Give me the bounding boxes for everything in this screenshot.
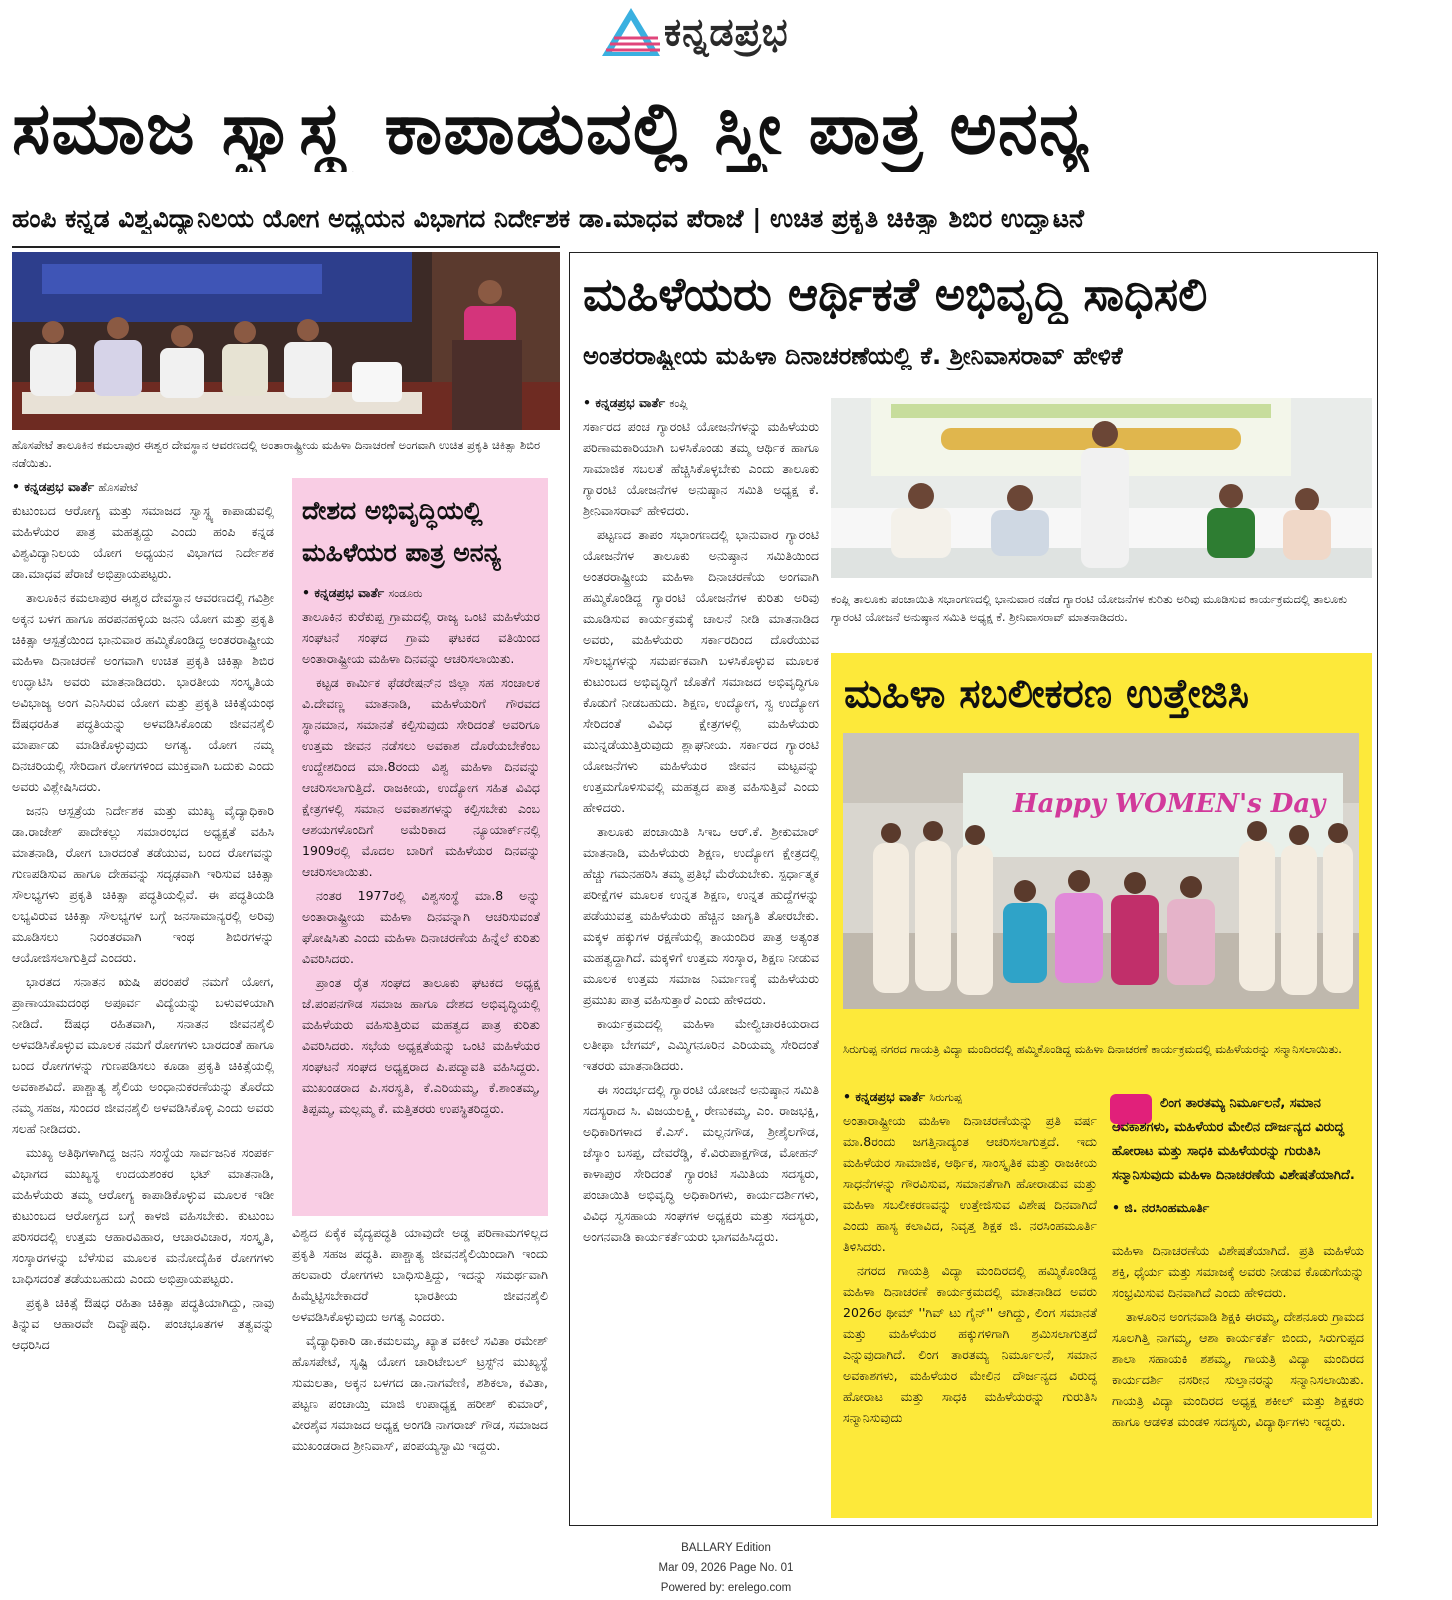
yellow-right-column (1112, 1240, 1364, 1514)
byline-name: • ಕನ್ನಡಪ್ರಭ ವಾರ್ತೆ (12, 479, 95, 494)
yellow-story-photo (843, 733, 1359, 1009)
story-paragraph: ವಿಶ್ವದ ಏಕೈಕ ವೈದ್ಯಪದ್ಧತಿ ಯಾವುದೇ ಅಡ್ಡ ಪರಿಣಾಮಗಳಿಲ್ಲದ ಪ್ರಕೃತಿ ಸಹಜ ಪದ್ಧತಿ. ಪಾಶ್ಚಾತ್ಯ ಜೀವನಶೈಲಿಯಿಂದಾಗಿ ಇಂದು ಹಲವಾರು ರೋಗಗಳು ಬಾಧಿಸುತ್ತಿದ್ದು, ಇದನ್ನು ಸಮರ್ಥವಾಗಿ ಹಿಮ್ಮೆಟ್ಟಿಸಬೇಕಾದರೆ ಭಾರತೀಯ ಜೀವನಶೈಲಿ ಅಳವಡಿಸಿಕೊಳ್ಳುವುದು ಅಗತ್ಯ ಎಂದರು. (292, 1225, 548, 1324)
newspaper-logo-icon (600, 6, 662, 58)
frame-byline (583, 392, 819, 414)
story-paragraph: ಜನನಿ ಆಸ್ಪತ್ರೆಯ ನಿರ್ದೇಶಕ ಮತ್ತು ಮುಖ್ಯ ವೈದ್ಯಾಧಿಕಾರಿ ಡಾ.ರಾಜೇಶ್ ಪಾದೇಕಲ್ಲು ಸಮಾರಂಭದ ಅಧ್ಯಕ್ಷತೆ ವಹಿಸಿ ಮಾತನಾಡಿ, ರೋಗ ಬಾರದಂತೆ ತಡೆಯುವ, ಬಂದ ರೋಗವನ್ನು ಗುಣಪಡಿಸುವ ಹಾಗೂ ದೇಹವನ್ನು ಸದೃಢವಾಗಿ ಇರಿಸುವ ಚಿಕಿತ್ಸಾ ಸೌಲಭ್ಯಗಳು ಪ್ರಕೃತಿ ಚಿಕಿತ್ಸಾ ಪದ್ಧತಿಯಲ್ಲಿವೆ. ಈ ಪದ್ಧತಿಯಡಿ ಲಭ್ಯವಿರುವ ಚಿಕಿತ್ಸಾ ಸೌಲಭ್ಯಗಳ ಬಗ್ಗೆ ಜನಸಾಮಾನ್ಯರಲ್ಲಿ ಅರಿವು ಮೂಡಿಸಲು ನಿರಂತರವಾಗಿ ಇಂಥ ಶಿಬಿರಗಳನ್ನು ಆಯೋಜಿಸಲಾಗುತ್ತಿದೆ ಎಂದರು. (12, 803, 274, 965)
divider (12, 246, 560, 248)
byline-name: • ಕನ್ನಡಪ್ರಭ ವಾರ್ತೆ (843, 1089, 926, 1104)
main-story-photo (12, 252, 560, 430)
main-photo-caption: ಹೊಸಪೇಟೆ ತಾಲೂಕಿನ ಕಮಲಾಪುರ ಈಶ್ವರ ದೇವಸ್ಥಾನ ಆವರಣದಲ್ಲಿ ಅಂತಾರಾಷ್ಟ್ರೀಯ ಮಹಿಳಾ ದಿನಾಚರಣೆ ಅಂಗವಾಗಿ ಉಚಿತ ಪ್ರಕೃತಿ ಚಿಕಿತ್ಸಾ ಶಿಬಿರ ನಡೆಯಿತು. (12, 438, 541, 470)
main-story-continuation (292, 1222, 548, 1528)
byline-name: • ಕನ್ನಡಪ್ರಭ ವಾರ್ತೆ (583, 395, 666, 410)
byline-place: ಕಂಪ್ಲಿ (669, 397, 688, 410)
pull-quote-author: • ಜಿ. ನರಸಿಂಹಮೂರ್ತಿ (1112, 1200, 1210, 1215)
story-paragraph: ನಗರದ ಗಾಯತ್ರಿ ವಿದ್ಯಾ ಮಂದಿರದಲ್ಲಿ ಹಮ್ಮಿಕೊಂಡಿದ್ದ ಮಹಿಳಾ ದಿನಾಚರಣೆ ಕಾರ್ಯಕ್ರಮದಲ್ಲಿ ಮಾತನಾಡಿದ ಅವರು 2026ರ ಥೀಮ್ ''ಗಿವ್ ಟು ಗೈನ್'' ಆಗಿದ್ದು, ಲಿಂಗ ಸಮಾನತೆ ಮತ್ತು ಮಹಿಳೆಯರ ಹಕ್ಕುಗಳಿಗಾಗಿ ಶ್ರಮಿಸಲಾಗುತ್ತದೆ ಎನ್ನುವುದಾಗಿದೆ. ಲಿಂಗ ತಾರತಮ್ಯ ನಿರ್ಮೂಲನೆ, ಸಮಾನ ಅವಕಾಶಗಳು, ಮಹಿಳೆಯರ ಮೇಲಿನ ದೌರ್ಜನ್ಯದ ವಿರುದ್ಧ ಹೋರಾಟ ಮತ್ತು ಸಾಧಕಿ ಮಹಿಳೆಯರನ್ನು ಗುರುತಿಸಿ ಸನ್ಮಾನಿಸುವುದು (843, 1263, 1097, 1425)
byline-place: ಸಿರುಗುಪ್ಪ (929, 1091, 962, 1104)
masthead (0, 0, 1452, 66)
story-paragraph: ಕಾರ್ಯಕ್ರಮದಲ್ಲಿ ಮಹಿಳಾ ಮೇಲ್ವಿಚಾರಕಿಯರಾದ ಲತೀಫಾ ಬೇಗಮ್, ಎಮ್ಮಿಗನೂರಿನ ಎರಿಯಮ್ಮ ಸೇರಿದಂತೆ ಇತರರು ಮಾತನಾಡಿದರು. (583, 1016, 819, 1073)
main-subhead: ಹಂಪಿ ಕನ್ನಡ ವಿಶ್ವವಿದ್ಯಾನಿಲಯ ಯೋಗ ಅಧ್ಯಯನ ವಿಭಾಗದ ನಿರ್ದೇಶಕ ಡಾ.ಮಾಧವ ಪೆರಾಜೆ | ಉಚಿತ ಪ್ರಕೃತಿ ಚಿಕಿತ್ಸಾ ಶಿಬಿರ ಉದ್ಘಾಟನೆ (12, 204, 1084, 233)
newspaper-title: ಕನ್ನಡಪ್ರಭ (664, 10, 789, 54)
byline-place: ಸಂಡೂರು (388, 587, 423, 600)
pink-byline (302, 582, 540, 604)
powered-by-label: Powered by: erelego.com (660, 1582, 792, 1594)
story-paragraph: ಮುಖ್ಯ ಅತಿಥಿಗಳಾಗಿದ್ದ ಜನನಿ ಸಂಸ್ಥೆಯ ಸಾರ್ವಜನಿಕ ಸಂಪರ್ಕ ವಿಭಾಗದ ಮುಖ್ಯಸ್ಥ ಉದಯಶಂಕರ ಭಟ್ ಮಾತನಾಡಿ, ಮಹಿಳೆಯರು ತಮ್ಮ ಆರೋಗ್ಯ ಕಾಪಾಡಿಕೊಳ್ಳುವ ಮೂಲಕ ಇಡೀ ಕುಟುಂಬದ ಆರೋಗ್ಯದ ಬಗ್ಗೆ ಕಾಳಜಿ ವಹಿಸಬೇಕು. ಕುಟುಂಬ ಪರಿಸರದಲ್ಲಿ ಉತ್ತಮ ಆಹಾರವಿಹಾರ, ಆಚಾರವಿಚಾರ, ಸಂಸ್ಕೃತಿ, ಸಂಸ್ಕಾರಗಳನ್ನು ಬೆಳೆಸುವ ಮೂಲಕ ಮನೋದೈಹಿಕ ರೋಗಗಳು ಬಾಧಿಸದಂತೆ ತಡೆಯಬಹುದು ಎಂದು ಅಭಿಪ್ರಾಯಪಟ್ಟರು. (12, 1145, 274, 1286)
womens-day-banner: Happy WOMEN's Day (1013, 789, 1326, 819)
story-paragraph: ಪಟ್ಟಣದ ತಾಪಂ ಸಭಾಂಗಣದಲ್ಲಿ ಭಾನುವಾರ ಗ್ಯಾರಂಟಿ ಯೋಜನೆಗಳ ತಾಲೂಕು ಅನುಷ್ಠಾನ ಸಮಿತಿಯಿಂದ ಅಂತರರಾಷ್ಟ್ರೀಯ ಮಹಿಳಾ ದಿನಾಚರಣೆಯ ಅಂಗವಾಗಿ ಹಮ್ಮಿಕೊಂಡಿದ್ದ ಗ್ಯಾರಂಟಿ ಯೋಜನೆಗಳ ಕುರಿತು ಅರಿವು ಮೂಡಿಸುವ ಕಾರ್ಯಕ್ರಮಕ್ಕೆ ಚಾಲನೆ ನೀಡಿ ಮಾತನಾಡಿದ ಅವರು, ಮಹಿಳೆಯರು ಸರ್ಕಾರದಿಂದ ದೊರೆಯುವ ಸೌಲಭ್ಯಗಳನ್ನು ಸಮರ್ಪಕವಾಗಿ ಬಳಸಿಕೊಳ್ಳುವ ಮೂಲಕ ಕುಟುಂಬದ ಅಭಿವೃದ್ಧಿಗೆ ಜೊತೆಗೆ ಸಮಾಜದ ಅಭಿವೃದ್ಧಿಗೂ ಕೊಡುಗೆ ನೀಡಬಹುದು. ಶಿಕ್ಷಣ, ಉದ್ಯೋಗ, ಸ್ವ ಉದ್ಯೋಗ ಸೇರಿದಂತೆ ವಿವಿಧ ಕ್ಷೇತ್ರಗಳಲ್ಲಿ ಮಹಿಳೆಯರು ಮುನ್ನಡೆಯುತ್ತಿರುವುದು ಶ್ಲಾಘನೀಯ. ಸರ್ಕಾರದ ಗ್ಯಾರಂಟಿ ಯೋಜನೆಗಳು ಮಹಿಳೆಯರ ಜೀವನ ಮಟ್ಟವನ್ನು ಉತ್ತಮಗೊಳಿಸುವಲ್ಲಿ ಮಹತ್ವದ ಪಾತ್ರ ವಹಿಸುತ್ತಿವೆ ಎಂದು ಹೇಳಿದರು. (583, 527, 819, 815)
date-page-label: Mar 09, 2026 Page No. 01 (658, 1562, 794, 1574)
pink-story-headline: ದೇಶದ ಅಭಿವೃದ್ಧಿಯಲ್ಲಿ ಮಹಿಳೆಯರ ಪಾತ್ರ ಅನನ್ಯ (302, 496, 502, 567)
main-story-column (12, 476, 274, 1530)
story-paragraph: ಕಟ್ಟಡ ಕಾರ್ಮಿಕ ಫೆಡರೇಷನ್‌ನ ಜಿಲ್ಲಾ ಸಹ ಸಂಚಾಲಕ ವಿ.ದೇವಣ್ಣ ಮಾತನಾಡಿ, ಮಹಿಳೆಯರಿಗೆ ಗೌರವದ ಸ್ಥಾನಮಾನ, ಸಮಾನತೆ ಕಲ್ಪಿಸುವುದು ಸೇರಿದಂತೆ ಅವರಿಗೂ ಉತ್ತಮ ಜೀವನ ನಡೆಸಲು ಅವಕಾಶ ದೊರೆಯಬೇಕೆಂಬ ಉದ್ದೇಶದಿಂದ ಮಾ.8ರಂದು ವಿಶ್ವ ಮಹಿಳಾ ದಿನವನ್ನು ಆಚರಿಸಲಾಗುತ್ತಿದೆ. ರಾಜಕೀಯ, ಉದ್ಯೋಗ ಸಹಿತ ವಿವಿಧ ಕ್ಷೇತ್ರಗಳಲ್ಲಿ ಸಮಾನ ಅವಕಾಶಗಳನ್ನು ಕಲ್ಪಿಸಬೇಕು ಎಂಬ ಆಶಯಗಳೊಂದಿಗೆ ಅಮೆರಿಕಾದ ನ್ಯೂಯಾರ್ಕ್‌ನಲ್ಲಿ 1909ರಲ್ಲಿ ಮೊದಲ ಬಾರಿಗೆ ಮಹಿಳೆಯರ ದಿನವನ್ನು ಆಚರಿಸಲಾಯಿತು. (302, 675, 540, 879)
yellow-byline (843, 1086, 1097, 1108)
story-paragraph: ತಾಳೂರಿನ ಅಂಗನವಾಡಿ ಶಿಕ್ಷಕಿ ಈರಮ್ಮ, ದೇಶನೂರು ಗ್ರಾಮದ ಸೂಲಗಿತ್ತಿ ನಾಗಮ್ಮ, ಆಶಾ ಕಾರ್ಯಕರ್ತೆ ಬಿಂದು, ಸಿರುಗುಪ್ಪದ ಶಾಲಾ ಸಹಾಯಕಿ ಶಶಮ್ಮ, ಗಾಯತ್ರಿ ವಿದ್ಯಾ ಮಂದಿರದ ಕಾರ್ಯದರ್ಶಿ ನಸರೀನ ಸುಲ್ತಾನರನ್ನು ಸನ್ಮಾನಿಸಲಾಯಿತು. ಗಾಯತ್ರಿ ವಿದ್ಯಾ ಮಂದಿರದ ಅಧ್ಯಕ್ಷ ಶಕೀಲ್ ಮತ್ತು ಶಿಕ್ಷಕರು ಹಾಗೂ ಆಡಳಿತ ಮಂಡಳಿ ಸದಸ್ಯರು, ವಿದ್ಯಾರ್ಥಿಗಳು ಇದ್ದರು. (1112, 1309, 1364, 1429)
pink-story-column (302, 582, 540, 1210)
story-paragraph: ವೈದ್ಯಾಧಿಕಾರಿ ಡಾ.ಕಮಲಮ್ಮ, ಖ್ಯಾತ ವಕೀಲೆ ಸವಿತಾ ರಮೇಶ್ ಹೊಸಪೇಟೆ, ಸೃಷ್ಟಿ ಯೋಗ ಚಾರಿಟೇಬಲ್ ಟ್ರಸ್ಟ್‌ನ ಮುಖ್ಯಸ್ಥೆ ಸುಮಲತಾ, ಅಕ್ಕನ ಬಳಗದ ಡಾ.ನಾಗವೇಣಿ, ಶಶಿಕಲಾ, ಕವಿತಾ, ಪಟ್ಟಣ ಪಂಚಾಯ್ತಿ ಮಾಜಿ ಉಪಾಧ್ಯಕ್ಷ ಹರೀಶ್ ಕುಮಾರ್, ವೀರಶೈವ ಸಮಾಜದ ಅಧ್ಯಕ್ಷ ಅಂಗಡಿ ನಾಗರಾಜ್ ಗೌಡ, ಸಮಾಜದ ಮುಖಂಡರಾದ ಶ್ರೀನಿವಾಸ್, ಪಂಪಯ್ಯಸ್ವಾಮಿ ಇದ್ದರು. (292, 1333, 548, 1453)
byline-place: ಹೊಸಪೇಟೆ (98, 481, 138, 494)
edition-label: BALLARY Edition (681, 1542, 771, 1554)
framed-photo-caption: ಕಂಪ್ಲಿ ತಾಲೂಕು ಪಂಚಾಯಿತಿ ಸಭಾಂಗಣದಲ್ಲಿ ಭಾನುವಾರ ನಡೆದ ಗ್ಯಾರಂಟಿ ಯೋಜನೆಗಳ ಕುರಿತು ಅರಿವು ಮೂಡಿಸುವ ಕಾರ್ಯಕ್ರಮದಲ್ಲಿ ತಾಲೂಕು ಗ್ಯಾರಂಟಿ ಯೋಜನೆ ಅನುಷ್ಠಾನ ಸಮಿತಿ ಅಧ್ಯಕ್ಷ ಕೆ. ಶ್ರೀನಿವಾಸರಾವ್ ಮಾತನಾಡಿದರು. (831, 592, 1348, 624)
framed-story-column (583, 392, 819, 1518)
story-paragraph: ತಾಲೂಕಿನ ಕಮಲಾಪುರ ಈಶ್ವರ ದೇವಸ್ಥಾನ ಆವರಣದಲ್ಲಿ ಗವಿಶ್ರೀ ಅಕ್ಕನ ಬಳಗ ಹಾಗೂ ಹರಪನಹಳ್ಳಿಯ ಜನನಿ ಯೋಗ ಮತ್ತು ಪ್ರಕೃತಿ ಚಿಕಿತ್ಸಾ ಆಸ್ಪತ್ರೆಯಿಂದ ಭಾನುವಾರ ಹಮ್ಮಿಕೊಂಡಿದ್ದ ಅಂತರರಾಷ್ಟ್ರೀಯ ಮಹಿಳಾ ದಿನಾಚರಣೆ ಅಂಗವಾಗಿ ಉಚಿತ ಪ್ರಕೃತಿ ಚಿಕಿತ್ಸಾ ಶಿಬಿರ ಉದ್ಘಾಟಿಸಿ ಅವರು ಮಾತನಾಡಿದರು. ಭಾರತೀಯ ಸಂಸ್ಕೃತಿಯ ಅವಿಭಾಜ್ಯ ಅಂಗ ಎನಿಸಿರುವ ಯೋಗ ಮತ್ತು ಪ್ರಕೃತಿ ಚಿಕಿತ್ಸೆಯಂಥ ಔಷಧರಹಿತ ಪದ್ಧತಿಯನ್ನು ಅಳವಡಿಸಿಕೊಂಡು ಜೀವನಶೈಲಿ ಮಾರ್ಪಾಡು ಮಾಡಿಕೊಳ್ಳುವುದು ಅಗತ್ಯ. ಯೋಗ ನಮ್ಮ ದಿನಚರಿಯಲ್ಲಿ ಸೇರಿದಾಗ ರೋಗಗಳಿಂದ ಮುಕ್ತವಾಗಿ ಬದುಕು ಎಂದು ಅವರು ವಿಶ್ಲೇಷಿಸಿದರು. (12, 590, 274, 794)
story-paragraph: ನಂತರ 1977ರಲ್ಲಿ ವಿಶ್ವಸಂಸ್ಥೆ ಮಾ.8 ಅನ್ನು ಅಂತಾರಾಷ್ಟ್ರೀಯ ಮಹಿಳಾ ದಿನವನ್ನಾಗಿ ಆಚರಿಸುವಂತೆ ಘೋಷಿಸಿತು ಎಂದು ಮಹಿಳಾ ದಿನಾಚರಣೆಯ ಹಿನ್ನೆಲೆ ಕುರಿತು ವಿವರಿಸಿದರು. (302, 888, 540, 966)
page-footer (0, 1538, 1452, 1598)
story-paragraph: ಮಹಿಳಾ ದಿನಾಚರಣೆಯ ವಿಶೇಷತೆಯಾಗಿದೆ. ಪ್ರತಿ ಮಹಿಳೆಯ ಶಕ್ತಿ, ಧೈರ್ಯ ಮತ್ತು ಸಮಾಜಕ್ಕೆ ಅವರು ನೀಡುವ ಕೊಡುಗೆಯನ್ನು ಸಂಭ್ರಮಿಸುವ ದಿನವಾಗಿದೆ ಎಂದು ಹೇಳಿದರು. (1112, 1243, 1364, 1300)
framed-story-headline: ಮಹಿಳೆಯರು ಆರ್ಥಿಕತೆ ಅಭಿವೃದ್ಧಿ ಸಾಧಿಸಲಿ (583, 267, 1208, 321)
story-paragraph: ಸರ್ಕಾರದ ಪಂಚ ಗ್ಯಾರಂಟಿ ಯೋಜನೆಗಳನ್ನು ಮಹಿಳೆಯರು ಪರಿಣಾಮಕಾರಿಯಾಗಿ ಬಳಸಿಕೊಂಡು ತಮ್ಮ ಆರ್ಥಿಕ ಹಾಗೂ ಸಾಮಾಜಿಕ ಸಬಲತೆ ಹೆಚ್ಚಿಸಿಕೊಳ್ಳಬೇಕು ಎಂದು ತಾಲೂಕು ಗ್ಯಾರಂಟಿ ಯೋಜನೆಗಳ ಅನುಷ್ಠಾನ ಸಮಿತಿ ಅಧ್ಯಕ್ಷ ಕೆ. ಶ್ರೀನಿವಾಸರಾವ್ ಹೇಳಿದರು. (583, 419, 819, 518)
yellow-photo-caption: ಸಿರುಗುಪ್ಪ ನಗರದ ಗಾಯತ್ರಿ ವಿದ್ಯಾ ಮಂದಿರದಲ್ಲಿ ಹಮ್ಮಿಕೊಂಡಿದ್ದ ಮಹಿಳಾ ದಿನಾಚರಣೆ ಕಾರ್ಯಕ್ರಮದಲ್ಲಿ ಮಹಿಳೆಯರನ್ನು ಸನ್ಮಾನಿಸಲಾಯಿತು. (843, 1042, 1342, 1056)
byline-name: • ಕನ್ನಡಪ್ರಭ ವಾರ್ತೆ (302, 585, 385, 600)
story-paragraph: ಈ ಸಂದರ್ಭದಲ್ಲಿ ಗ್ಯಾರಂಟಿ ಯೋಜನೆ ಅನುಷ್ಠಾನ ಸಮಿತಿ ಸದಸ್ಯರಾದ ಸಿ. ವಿಜಯಲಕ್ಷ್ಮಿ, ರೇಣುಕಮ್ಮ, ಎಂ. ರಾಜಭಕ್ಷಿ, ಅಧಿಕಾರಿಗಳಾದ ಕೆ.ಎಸ್. ಮಲ್ಲನಗೌಡ, ಶ್ರೀಶೈಲಗೌಡ, ಜೆಸ್ಕಾಂ ಬಸಪ್ಪ, ದೇವರೆಡ್ಡಿ, ಕೆ.ವಿರುಪಾಕ್ಷಗೌಡ, ಮೋಹನ್ ಕಾಳಾಪುರ ಸೇರಿದಂತೆ ಗ್ಯಾರಂಟಿ ಸಮಿತಿಯ ಸದಸ್ಯರು, ಪಂಚಾಯಿತಿ ಅಭಿವೃದ್ಧಿ ಅಧಿಕಾರಿಗಳು, ಕಾರ್ಯದರ್ಶಿಗಳು, ವಿವಿಧ ಸ್ವಸಹಾಯ ಸಂಘಗಳ ಅಧ್ಯಕ್ಷರು ಮತ್ತು ಸದಸ್ಯರು, ಅಂಗನವಾಡಿ ಕಾರ್ಯಕರ್ತೆಯರು ಭಾಗವಹಿಸಿದ್ದರು. (583, 1082, 819, 1244)
story-paragraph: ತಾಲೂಕಿನ ಕುರೆಕುಪ್ಪ ಗ್ರಾಮದಲ್ಲಿ ರಾಜ್ಯ ಒಂಟಿ ಮಹಿಳೆಯರ ಸಂಘಟನೆ ಸಂಘದ ಗ್ರಾಮ ಘಟಕದ ವತಿಯಿಂದ ಅಂತಾರಾಷ್ಟ್ರೀಯ ಮಹಿಳಾ ದಿನವನ್ನು ಆಚರಿಸಲಾಯಿತು. (302, 609, 540, 666)
pull-quote (1112, 1092, 1364, 1220)
story-paragraph: ತಾಲೂಕು ಪಂಚಾಯಿತಿ ಸಿಇಒ ಆರ್.ಕೆ. ಶ್ರೀಕುಮಾರ್ ಮಾತನಾಡಿ, ಮಹಿಳೆಯರು ಶಿಕ್ಷಣ, ಉದ್ಯೋಗ ಕ್ಷೇತ್ರದಲ್ಲಿ ಹೆಚ್ಚು ಗಮನಹರಿಸಿ ತಮ್ಮ ಪ್ರತಿಭೆ ಮೆರೆಯಬೇಕು. ಸ್ಪರ್ಧಾತ್ಮಕ ಪರೀಕ್ಷೆಗಳ ಮೂಲಕ ಉನ್ನತ ಶಿಕ್ಷಣ, ಉನ್ನತ ಹುದ್ದೆಗಳನ್ನು ಪಡೆಯುವತ್ತ ಮಹಿಳೆಯರು ಹೆಚ್ಚಿನ ಜಾಗೃತಿ ತೋರಬೇಕು. ಮಕ್ಕಳ ಹಕ್ಕುಗಳ ರಕ್ಷಣೆಯಲ್ಲಿ ತಾಯಂದಿರ ಪಾತ್ರ ಅತ್ಯಂತ ಮಹತ್ವದ್ದಾಗಿದೆ. ಮಕ್ಕಳಿಗೆ ಉತ್ತಮ ಸಂಸ್ಕಾರ, ಶಿಕ್ಷಣ ನೀಡುವ ಮೂಲಕ ಉತ್ತಮ ಸಮಾಜ ನಿರ್ಮಾಣಕ್ಕೆ ಮಹಿಳೆಯರು ಪ್ರಮುಖ ಪಾತ್ರ ವಹಿಸುತ್ತಾರೆ ಎಂದು ಹೇಳಿದರು. (583, 824, 819, 1007)
main-byline (12, 476, 274, 498)
story-paragraph: ಪ್ರಕೃತಿ ಚಿಕಿತ್ಸೆ ಔಷಧ ರಹಿತಾ ಚಿಕಿತ್ಸಾ ಪದ್ಧತಿಯಾಗಿದ್ದು, ನಾವು ತಿನ್ನುವ ಆಹಾರವೇ ದಿವ್ಯೌಷಧಿ. ಪಂಚಭೂತಗಳ ತತ್ವವನ್ನು ಆಧರಿಸಿದ (12, 1295, 274, 1352)
story-paragraph: ಭಾರತದ ಸನಾತನ ಋಷಿ ಪರಂಪರೆ ನಮಗೆ ಯೋಗ, ಪ್ರಾಣಾಯಾಮದಂಥ ಅಪೂರ್ವ ವಿದ್ಯೆಯನ್ನು ಬಳುವಳಿಯಾಗಿ ನೀಡಿದೆ. ಔಷಧ ರಹಿತವಾಗಿ, ಸನಾತನ ಜೀವನಶೈಲಿ ಅಳವಡಿಸಿಕೊಳ್ಳುವ ಮೂಲಕ ನಮಗೆ ರೋಗಗಳು ಬಾರದಂತೆ ಹಾಗೂ ಬಂದ ರೋಗಗಳನ್ನು ಗುಣಪಡಿಸಲು ಕೂಡಾ ಪ್ರಕೃತಿ ಚಿಕಿತ್ಸೆಯಲ್ಲಿ ಅವಕಾಶವಿದೆ. ಪಾಶ್ಚಾತ್ಯ ಶೈಲಿಯ ಅಂಧಾನುಕರಣೆಯನ್ನು ತೊರೆದು ನಮ್ಮ ಸಹಜ, ಸುಂದರ ಜೀವನಶೈಲಿ ಅಳವಡಿಸಿಕೊಳ್ಳಿ ಎಂದು ಅವರು ಸಲಹೆ ನೀಡಿದರು. (12, 974, 274, 1136)
story-paragraph: ಕುಟುಂಬದ ಆರೋಗ್ಯ ಮತ್ತು ಸಮಾಜದ ಸ್ವಾಸ್ಥ್ಯ ಕಾಪಾಡುವಲ್ಲಿ ಮಹಿಳೆಯರ ಪಾತ್ರ ಮಹತ್ವದ್ದು ಎಂದು ಹಂಪಿ ಕನ್ನಡ ವಿಶ್ವವಿದ್ಯಾನಿಲಯ ಯೋಗ ಅಧ್ಯಯನ ವಿಭಾಗದ ನಿರ್ದೇಶಕ ಡಾ.ಮಾಧವ ಪೆರಾಜೆ ಅಭಿಪ್ರಾಯಪಟ್ಟರು. (12, 503, 274, 581)
framed-story-subhead: ಅಂತರರಾಷ್ಟ್ರೀಯ ಮಹಿಳಾ ದಿನಾಚರಣೆಯಲ್ಲಿ ಕೆ. ಶ್ರೀನಿವಾಸರಾವ್ ಹೇಳಿಕೆ (583, 342, 1123, 370)
yellow-story-headline: ಮಹಿಳಾ ಸಬಲೀಕರಣ ಉತ್ತೇಜಿಸಿ (844, 671, 1249, 717)
main-headline: ಸಮಾಜ ಸ್ವಾಸ್ಥ್ಯ ಕಾಪಾಡುವಲ್ಲಿ ಸ್ತ್ರೀ ಪಾತ್ರ ಅನನ್ಯ (12, 86, 1090, 170)
story-paragraph: ಪ್ರಾಂತ ರೈತ ಸಂಘದ ತಾಲೂಕು ಘಟಕದ ಅಧ್ಯಕ್ಷ ಜೆ.ಪಂಪನಗೌಡ ಸಮಾಜ ಹಾಗೂ ದೇಶದ ಅಭಿವೃದ್ಧಿಯಲ್ಲಿ ಮಹಿಳೆಯರು ವಹಿಸುತ್ತಿರುವ ಮಹತ್ವದ ಪಾತ್ರ ಕುರಿತು ವಿವರಿಸಿದರು. ಸಭೆಯ ಅಧ್ಯಕ್ಷತೆಯನ್ನು ಒಂಟಿ ಮಹಿಳೆಯರ ಸಂಘಟನೆ ಸಂಘದ ಅಧ್ಯಕ್ಷರಾದ ಪಿ.ಪದ್ಮಾವತಿ ವಹಿಸಿದ್ದರು. ಮುಖಂಡರಾದ ಪಿ.ಸರಸ್ವತಿ, ಕೆ.ಎರಿಯಮ್ಮ, ಕೆ.ಶಾಂತಮ್ಮ, ತಿಪ್ಪಮ್ಮ, ಮಲ್ಲಮ್ಮ ಕೆ. ಮತ್ತಿತರರು ಉಪಸ್ಥಿತರಿದ್ದರು. (302, 975, 540, 1116)
framed-story-photo (831, 398, 1372, 578)
pull-quote-text: ಲಿಂಗ ತಾರತಮ್ಯ ನಿರ್ಮೂಲನೆ, ಸಮಾನ ಅವಕಾಶಗಳು, ಮಹಿಳೆಯರ ಮೇಲಿನ ದೌರ್ಜನ್ಯದ ವಿರುದ್ಧ ಹೋರಾಟ ಮತ್ತು ಸಾಧಕಿ ಮಹಿಳೆಯರನ್ನು ಗುರುತಿಸಿ ಸನ್ಮಾನಿಸುವುದು ಮಹಿಳಾ ದಿನಾಚರಣೆಯ ವಿಶೇಷತೆಯಾಗಿದೆ. (1112, 1096, 1355, 1183)
story-paragraph: ಅಂತಾರಾಷ್ಟ್ರೀಯ ಮಹಿಳಾ ದಿನಾಚರಣೆಯನ್ನು ಪ್ರತಿ ವರ್ಷ ಮಾ.8ರಂದು ಜಗತ್ತಿನಾದ್ಯಂತ ಆಚರಿಸಲಾಗುತ್ತದೆ. ಇದು ಮಹಿಳೆಯರ ಸಾಮಾಜಿಕ, ಆರ್ಥಿಕ, ಸಾಂಸ್ಕೃತಿಕ ಮತ್ತು ರಾಜಕೀಯ ಸಾಧನೆಗಳನ್ನು ಗೌರವಿಸುವ, ಸಮಾನತೆಗಾಗಿ ಹೋರಾಡುವ ಮತ್ತು ಮಹಿಳಾ ಸಬಲೀಕರಣವನ್ನು ಉತ್ತೇಜಿಸುವ ವಿಶೇಷ ದಿನವಾಗಿದೆ ಎಂದು ಹಾಸ್ಯ ಕಲಾವಿದ, ನಿವೃತ್ತ ಶಿಕ್ಷಕ ಜಿ. ನರಸಿಂಹಮೂರ್ತಿ ತಿಳಿಸಿದರು. (843, 1113, 1097, 1254)
yellow-story-column (843, 1086, 1097, 1514)
